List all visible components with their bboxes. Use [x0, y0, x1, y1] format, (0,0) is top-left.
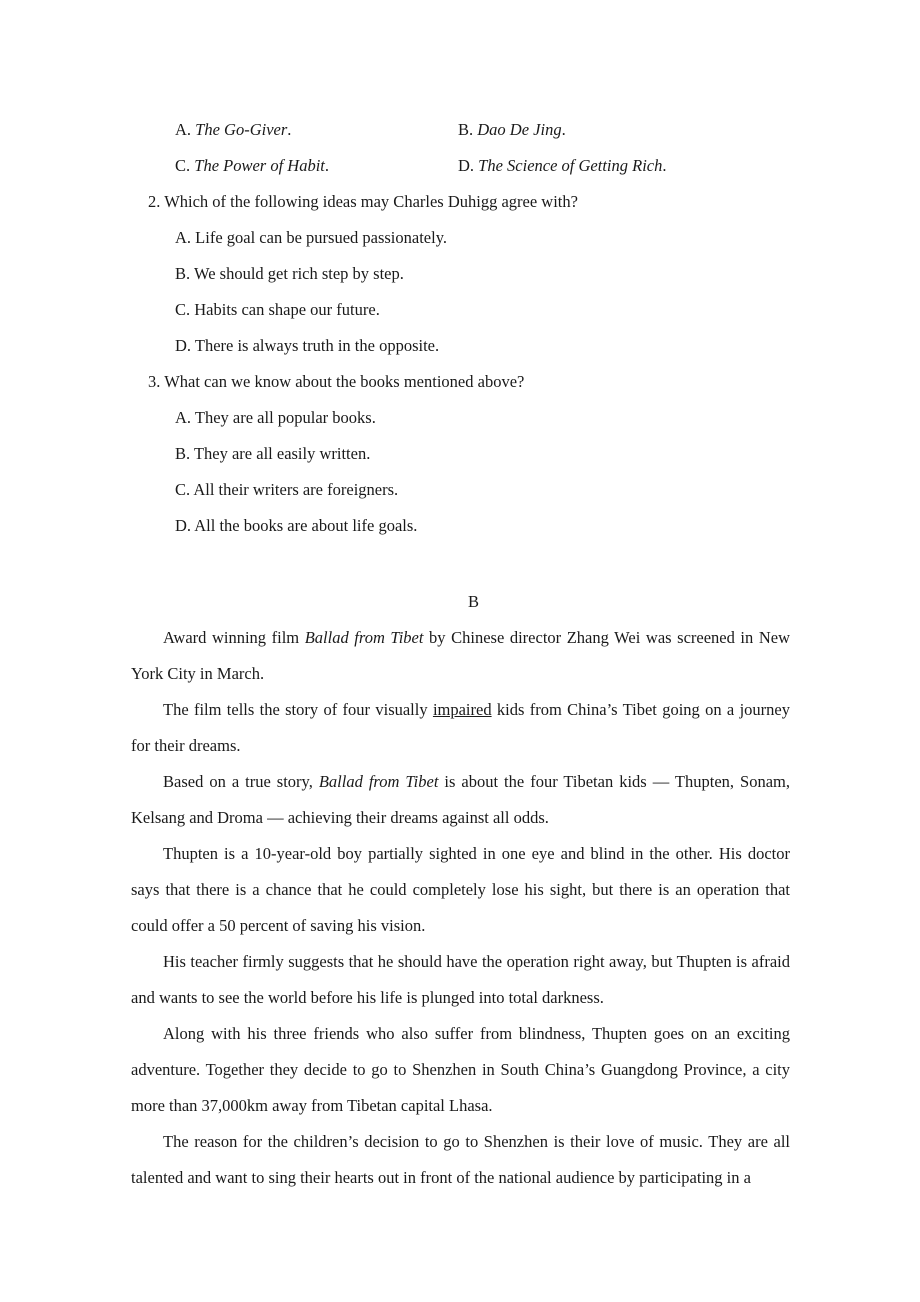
question-3 [131, 364, 790, 544]
option-a-book-title: The Go-Giver [195, 120, 288, 139]
passage-paragraph-1 [131, 620, 790, 692]
paragraph-3-text-after: is about the four Tibetan kids — Thupten, Sonam, Kelsang and Droma — achieving their dreams against all odds. [131, 772, 790, 827]
section-gap-spacer [131, 544, 790, 584]
option-a-period: . [287, 120, 292, 139]
question-1-options [131, 112, 790, 184]
option-b-label: B. [458, 120, 474, 139]
passage-paragraph-2 [131, 692, 790, 764]
option-b-book-title: Dao De Jing [477, 120, 562, 139]
option-a[interactable] [175, 112, 291, 148]
passage-paragraph-3 [131, 764, 790, 836]
film-title-2: Ballad from Tibet [318, 772, 439, 791]
question-2-option-a[interactable]: A. Life goal can be pursued passionately. [175, 228, 448, 247]
passage-paragraph-6: Along with his three friends who also suffer from blindness, Thupten goes on an exciting adventure. Together they decide to go to Shenzhen in South China’s Guangdong Province, a city more than 37,000km away from Tibetan capital Lhasa. [131, 1024, 790, 1115]
option-row-cd [131, 148, 790, 184]
top-margin-spacer [131, 0, 790, 112]
question-2-stem: 2. Which of the following ideas may Charles Duhigg agree with? [148, 192, 578, 211]
paragraph-2-text-after: kids from China’s Tibet going on a journey for their dreams. [131, 700, 790, 755]
option-d-label: D. [458, 156, 475, 175]
option-d-period: . [662, 156, 667, 175]
option-row-ab [131, 112, 790, 148]
option-d[interactable] [458, 148, 667, 184]
paragraph-2-text-before: The film tells the story of four visually [163, 700, 433, 719]
question-2-option-d[interactable]: D. There is always truth in the opposite. [175, 336, 440, 355]
question-2 [131, 184, 790, 364]
option-a-label: A. [175, 120, 192, 139]
question-2-option-b[interactable]: B. We should get rich step by step. [175, 264, 404, 283]
question-3-option-a[interactable]: A. They are all popular books. [175, 408, 376, 427]
option-b-period: . [561, 120, 566, 139]
passage-paragraph-7: The reason for the children’s decision to go to Shenzhen is their love of music. They are all talented and want to sing their hearts out in front of the national audience by participating in a [131, 1132, 790, 1187]
passage-paragraph-4: Thupten is a 10-year-old boy partially sighted in one eye and blind in the other. His doctor says that there is a chance that he could completely lose his sight, but there is an operation that could offer a 50 percent of saving his vision. [131, 844, 790, 935]
section-heading-b: B [468, 592, 480, 611]
underlined-vocabulary-word: impaired [432, 700, 492, 719]
film-title-1: Ballad from Tibet [304, 628, 424, 647]
option-c[interactable] [175, 148, 329, 184]
paragraph-3-text-before: Based on a true story, [163, 772, 319, 791]
option-c-book-title: The Power of Habit [194, 156, 325, 175]
option-c-period: . [324, 156, 330, 175]
question-3-option-c[interactable]: C. All their writers are foreigners. [175, 480, 399, 499]
paragraph-1-text-after: by Chinese director Zhang Wei was screened in New York City in March. [131, 628, 791, 683]
question-2-option-c[interactable]: C. Habits can shape our future. [175, 300, 380, 319]
option-b[interactable] [458, 112, 566, 148]
paragraph-1-text-before: Award winning film [163, 628, 305, 647]
option-c-label: C. [175, 156, 191, 175]
page-content [131, 0, 790, 1196]
passage-paragraph-5: His teacher firmly suggests that he should have the operation right away, but Thupten is afraid and wants to see the world before his life is plunged into total darkness. [131, 952, 790, 1007]
question-3-stem: 3. What can we know about the books mentioned above? [148, 372, 525, 391]
option-d-book-title: The Science of Getting Rich [478, 156, 663, 175]
question-3-option-b[interactable]: B. They are all easily written. [175, 444, 371, 463]
question-3-option-d[interactable]: D. All the books are about life goals. [175, 516, 418, 535]
